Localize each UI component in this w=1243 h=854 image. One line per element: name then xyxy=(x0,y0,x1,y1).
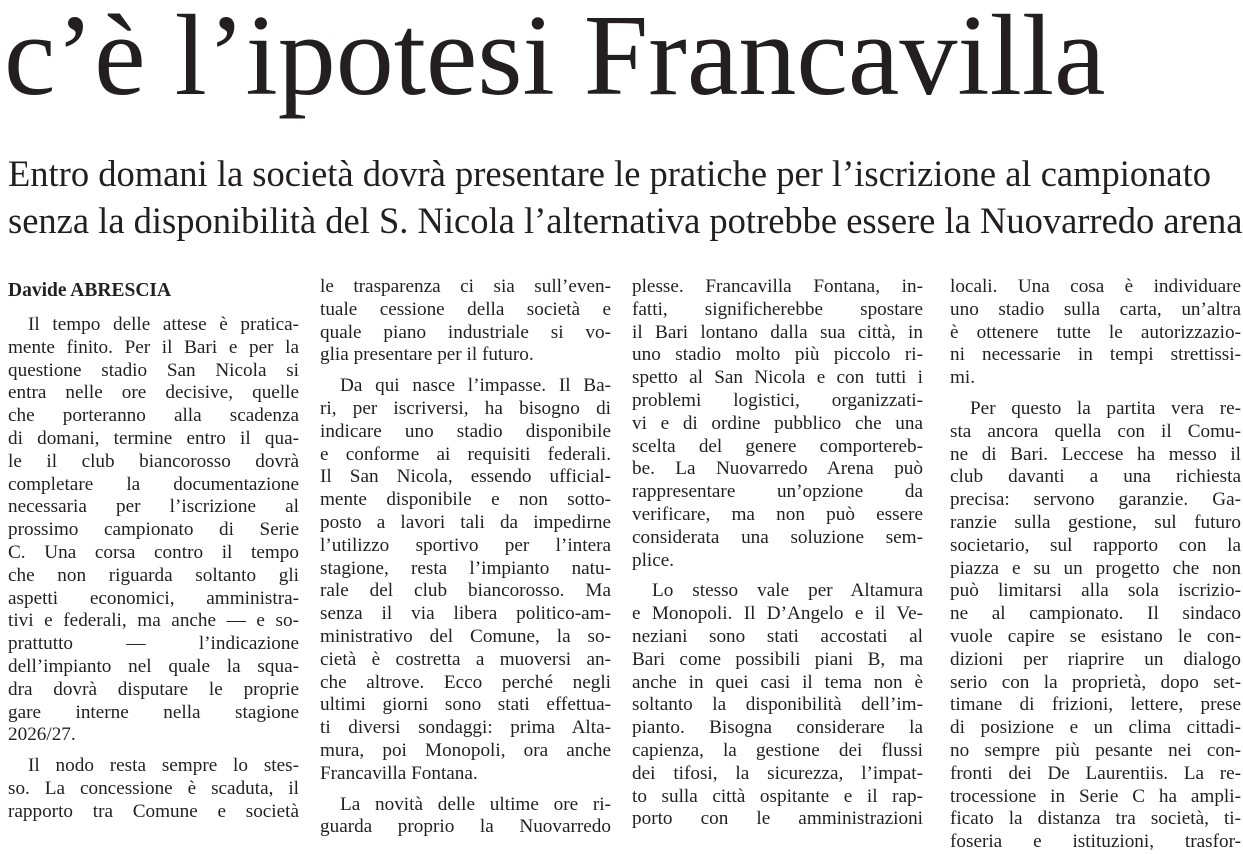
text-line: che non riguarda soltanto gli xyxy=(8,564,299,586)
text-line: che porteranno alla scadenza xyxy=(8,405,299,427)
text-line: di domani, termine entro il qua- xyxy=(8,427,299,449)
text-line: foseria e istituzioni, trasfor- xyxy=(950,831,1241,853)
article-column-1 xyxy=(8,276,299,824)
text-line: ne di Bari. Leccese ha messo il xyxy=(950,443,1241,465)
text-line: Per questo la partita vera re- xyxy=(970,397,1241,419)
text-line: può limitarsi alla sola iscrizio- xyxy=(950,580,1241,602)
subheadline xyxy=(8,150,1243,244)
paragraph-gap xyxy=(320,367,611,375)
text-line: verificare, ma non può essere xyxy=(632,503,923,525)
text-line: mente disponibile e non sotto- xyxy=(320,489,611,511)
text-line: tivi e federali, ma anche — e so- xyxy=(8,610,299,632)
text-line: e Monopoli. Il D’Angelo e il Ve- xyxy=(632,603,923,625)
article-column-3 xyxy=(632,276,923,831)
text-line: Il San Nicola, essendo ufficial- xyxy=(320,466,611,488)
text-line: so. La concessione è scaduta, il xyxy=(8,777,299,799)
text-line: necessaria per l’iscrizione al xyxy=(8,496,299,518)
text-line: locali. Una cosa è individuare xyxy=(950,276,1241,297)
text-line: spetto al San Nicola e con tutti i xyxy=(632,367,923,389)
text-line: le il club biancorosso dovrà xyxy=(8,450,299,472)
text-line: fronti dei De Laurentiis. La re- xyxy=(950,762,1241,784)
text-line: completare la documentazione xyxy=(8,473,299,495)
column-body xyxy=(632,276,923,831)
text-line: capienza, la gestione dei flussi xyxy=(632,739,923,761)
text-line: guarda proprio la Nuovarredo xyxy=(320,816,611,838)
text-line: aspetti economici, amministra- xyxy=(8,587,299,609)
text-line: Lo stesso vale per Altamura xyxy=(652,580,923,602)
text-line: uno stadio sulla carta, un’altra xyxy=(950,298,1241,320)
subheadline-line: senza la disponibilità del S. Nicola l’alternativa potrebbe essere la Nuovarredo arena xyxy=(8,200,1243,241)
text-line: ranzie sulla gestione, sul futuro xyxy=(950,511,1241,533)
text-line: stagione, resta l’impianto natu- xyxy=(320,557,611,579)
text-line: plice. xyxy=(632,549,675,571)
text-line: rappresentare un’opzione da xyxy=(632,481,923,503)
text-line: porto con le amministrazioni xyxy=(632,808,923,830)
column-body xyxy=(950,276,1241,854)
text-line: pianto. Bisogna considerare la xyxy=(632,717,923,739)
text-line: dei tifosi, la sicurezza, l’impat- xyxy=(632,762,923,784)
text-line: be. La Nuovarredo Arena può xyxy=(632,458,923,480)
text-line: serio con la proprietà, dopo set- xyxy=(950,671,1241,693)
text-line: scelta del genere comportereb- xyxy=(632,435,923,457)
text-line: indicare uno stadio disponibile xyxy=(320,420,611,442)
text-line: il Bari lontano dalla sua città, in xyxy=(632,321,923,343)
text-line: ri, per iscriversi, ha bisogno di xyxy=(320,397,611,419)
text-line: club davanti a una richiesta xyxy=(950,466,1241,488)
text-line: e conforme ai requisiti federali. xyxy=(320,443,611,465)
text-line: mi. xyxy=(950,367,976,389)
text-line: precisa: servono garanzie. Ga- xyxy=(950,489,1241,511)
text-line: questione stadio San Nicola si xyxy=(8,359,299,381)
text-line: vuole capire se esistano le con- xyxy=(950,625,1241,647)
text-line: uno stadio molto più piccolo ri- xyxy=(632,344,923,366)
text-line: ni necessarie in tempi strettissi- xyxy=(950,344,1241,366)
text-line: l’utilizzo sportivo per l’intera xyxy=(320,534,611,556)
text-line: vi e di ordine pubblico che una xyxy=(632,412,923,434)
text-line: posto a lavori tali da impedirne xyxy=(320,511,611,533)
article-column-2 xyxy=(320,276,611,839)
text-line: 2026/27. xyxy=(8,724,76,746)
text-line: glia presentare per il futuro. xyxy=(320,344,534,366)
text-line: di posizione e un clima cittadi- xyxy=(950,717,1241,739)
paragraph-gap xyxy=(950,390,1241,398)
paragraph-gap xyxy=(320,786,611,794)
text-line: è ottenere tutte le autorizzazio- xyxy=(950,321,1241,343)
text-line: le trasparenza ci sia sull’even- xyxy=(320,276,611,297)
text-line: dizioni per riaprire un dialogo xyxy=(950,648,1241,670)
text-line: societario, sul rapporto con la xyxy=(950,534,1241,556)
text-line: ti diversi sondaggi: prima Alta- xyxy=(320,717,611,739)
text-line: Il tempo delle attese è pratica- xyxy=(28,314,299,335)
text-line: Francavilla Fontana. xyxy=(320,762,478,784)
text-line: La novità delle ultime ore ri- xyxy=(340,793,611,815)
article-column-4 xyxy=(950,276,1241,854)
text-line: prossimo campionato di Serie xyxy=(8,519,299,541)
text-line: tuale cessione della società e xyxy=(320,298,611,320)
text-line: che altrove. Ecco perché negli xyxy=(320,671,611,693)
text-line: trocessione in Serie C ha ampli- xyxy=(950,785,1241,807)
byline: Davide ABRESCIA xyxy=(8,280,172,301)
text-line: ministrativo del Comune, la so- xyxy=(320,625,611,647)
text-line: ficato la distanza tra società, ti- xyxy=(950,808,1241,830)
text-line: problemi logistici, organizzati- xyxy=(632,389,923,411)
text-line: no sempre più pesante nei con- xyxy=(950,739,1241,761)
column-body xyxy=(8,314,299,824)
text-line: fatti, significherebbe spostare xyxy=(632,298,923,320)
text-line: ne al campionato. Il sindaco xyxy=(950,603,1241,625)
text-line: considerata una soluzione sem- xyxy=(632,526,923,548)
headline: c’è l’ipotesi Francavilla xyxy=(4,0,1106,120)
text-line: piazza e su un progetto che non xyxy=(950,557,1241,579)
text-line: C. Una corsa contro il tempo xyxy=(8,541,299,563)
text-line: dra dovrà disputare le proprie xyxy=(8,678,299,700)
text-line: ultimi giorni sono stati effettua- xyxy=(320,694,611,716)
text-line: soltanto la disponibilità dell’im- xyxy=(632,694,923,716)
paragraph-gap xyxy=(632,572,923,580)
subheadline-line: Entro domani la società dovrà presentare le pratiche per l’iscrizione al campionato xyxy=(8,153,1211,194)
text-line: Da qui nasce l’impasse. Il Ba- xyxy=(340,375,611,397)
column-body xyxy=(320,276,611,839)
text-line: Bari come possibili piani B, ma xyxy=(632,648,923,670)
text-line: to sulla città ospitante e il rap- xyxy=(632,785,923,807)
text-line: quale piano industriale si vo- xyxy=(320,321,611,343)
text-line: neziani sono stati accostati al xyxy=(632,625,923,647)
text-line: senza il via libera politico-am- xyxy=(320,603,611,625)
text-line: cietà è costretta a muoversi an- xyxy=(320,648,611,670)
text-line: Il nodo resta sempre lo stes- xyxy=(28,755,299,777)
text-line: prattutto — l’indicazione xyxy=(8,633,299,655)
text-line: anche in quei casi il tema non è xyxy=(632,671,923,693)
paragraph-gap xyxy=(8,747,299,755)
text-line: rale del club biancorosso. Ma xyxy=(320,580,611,602)
text-line: sta ancora quella con il Comu- xyxy=(950,420,1241,442)
text-line: mente finito. Per il Bari e per la xyxy=(8,336,299,358)
text-line: gare interne nella stagione xyxy=(8,701,299,723)
text-line: mura, poi Monopoli, ora anche xyxy=(320,739,611,761)
text-line: entra nelle ore decisive, quelle xyxy=(8,382,299,404)
text-line: timane di frizioni, lettere, prese xyxy=(950,694,1241,716)
text-line: rapporto tra Comune e società xyxy=(8,800,299,822)
text-line: dell’impianto nel quale la squa- xyxy=(8,655,299,677)
text-line: plesse. Francavilla Fontana, in- xyxy=(632,276,923,297)
